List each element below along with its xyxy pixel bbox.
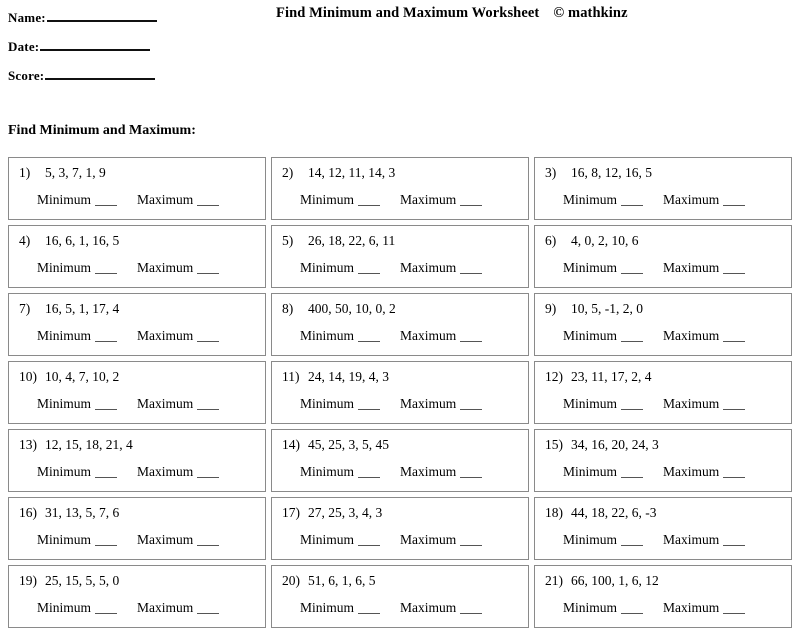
answer-line	[545, 532, 791, 548]
problem-cell	[534, 293, 792, 356]
problem-statement	[19, 436, 265, 453]
problem-values: 66, 100, 1, 6, 12	[571, 573, 659, 588]
answer-line	[19, 464, 265, 480]
problem-statement	[19, 164, 265, 181]
worksheet-header	[8, 0, 792, 96]
section-heading: Find Minimum and Maximum:	[8, 123, 196, 138]
maximum-label: Maximum	[137, 260, 194, 275]
minimum-answer	[37, 600, 117, 616]
date-label: Date:	[8, 39, 40, 54]
problem-statement	[19, 572, 265, 589]
date-write-line[interactable]	[40, 37, 150, 51]
problem-values: 10, 4, 7, 10, 2	[45, 369, 120, 384]
problem-values: 12, 15, 18, 21, 4	[45, 437, 133, 452]
problem-values: 27, 25, 3, 4, 3	[308, 505, 383, 520]
problem-statement	[19, 504, 265, 521]
maximum-answer	[400, 464, 482, 480]
problem-index: 7)	[19, 301, 31, 316]
problem-index: 17)	[282, 505, 300, 520]
problem-statement	[545, 300, 791, 317]
answer-line	[19, 600, 265, 616]
minimum-answer	[563, 600, 643, 616]
answer-line	[282, 532, 528, 548]
minimum-answer	[37, 396, 117, 412]
maximum-answer	[663, 464, 745, 480]
answer-line	[282, 396, 528, 412]
problem-values: 24, 14, 19, 4, 3	[308, 369, 389, 384]
minimum-answer	[300, 464, 380, 480]
maximum-blank[interactable]	[197, 545, 219, 546]
problem-index: 14)	[282, 437, 300, 452]
maximum-answer	[663, 532, 745, 548]
minimum-answer	[37, 328, 117, 344]
problem-index: 13)	[19, 437, 37, 452]
minimum-answer	[563, 532, 643, 548]
maximum-blank[interactable]	[460, 205, 482, 206]
problem-index: 12)	[545, 369, 563, 384]
problem-statement	[282, 164, 528, 181]
problem-cell	[271, 497, 529, 560]
maximum-blank[interactable]	[197, 409, 219, 410]
date-field-row	[8, 37, 388, 66]
maximum-blank[interactable]	[723, 341, 745, 342]
answer-line	[282, 600, 528, 616]
maximum-blank[interactable]	[197, 613, 219, 614]
worksheet-title: Find Minimum and Maximum Worksheet	[276, 5, 540, 21]
minimum-blank[interactable]	[95, 409, 117, 410]
minimum-answer	[300, 396, 380, 412]
answer-line	[19, 192, 265, 208]
maximum-blank[interactable]	[460, 409, 482, 410]
problem-index: 18)	[545, 505, 563, 520]
minimum-blank[interactable]	[95, 545, 117, 546]
minimum-label: Minimum	[37, 192, 92, 207]
problem-values: 51, 6, 1, 6, 5	[308, 573, 376, 588]
problem-values: 16, 6, 1, 16, 5	[45, 233, 120, 248]
minimum-answer	[563, 328, 643, 344]
maximum-label: Maximum	[663, 464, 720, 479]
maximum-answer	[400, 532, 482, 548]
minimum-blank[interactable]	[358, 613, 380, 614]
problem-grid	[8, 157, 792, 628]
maximum-label: Maximum	[400, 192, 457, 207]
problem-values: 26, 18, 22, 6, 11	[308, 233, 396, 248]
maximum-label: Maximum	[400, 328, 457, 343]
problem-index: 1)	[19, 165, 31, 180]
maximum-blank[interactable]	[460, 613, 482, 614]
problem-cell	[534, 429, 792, 492]
maximum-blank[interactable]	[197, 341, 219, 342]
minimum-blank[interactable]	[358, 205, 380, 206]
minimum-blank[interactable]	[95, 477, 117, 478]
minimum-label: Minimum	[563, 532, 618, 547]
maximum-blank[interactable]	[723, 409, 745, 410]
maximum-answer	[400, 192, 482, 208]
minimum-label: Minimum	[563, 192, 618, 207]
minimum-answer	[37, 192, 117, 208]
minimum-label: Minimum	[300, 260, 355, 275]
worksheet-title-bar	[276, 5, 628, 22]
problem-statement	[545, 232, 791, 249]
maximum-blank[interactable]	[197, 273, 219, 274]
maximum-answer	[137, 396, 219, 412]
minimum-answer	[300, 328, 380, 344]
minimum-blank[interactable]	[621, 205, 643, 206]
problem-values: 16, 5, 1, 17, 4	[45, 301, 120, 316]
problem-cell	[271, 157, 529, 220]
problem-cell	[271, 565, 529, 628]
minimum-blank[interactable]	[358, 545, 380, 546]
maximum-answer	[663, 396, 745, 412]
answer-line	[545, 396, 791, 412]
maximum-answer	[663, 260, 745, 276]
maximum-label: Maximum	[400, 532, 457, 547]
maximum-blank[interactable]	[460, 545, 482, 546]
minimum-answer	[563, 396, 643, 412]
minimum-label: Minimum	[300, 396, 355, 411]
problem-statement	[19, 300, 265, 317]
maximum-label: Maximum	[400, 464, 457, 479]
maximum-label: Maximum	[137, 192, 194, 207]
maximum-label: Maximum	[137, 600, 194, 615]
problem-index: 11)	[282, 369, 300, 384]
minimum-blank[interactable]	[358, 273, 380, 274]
maximum-blank[interactable]	[197, 205, 219, 206]
problem-cell	[271, 225, 529, 288]
minimum-blank[interactable]	[621, 273, 643, 274]
score-field-row	[8, 66, 388, 95]
maximum-answer	[137, 192, 219, 208]
minimum-blank[interactable]	[621, 341, 643, 342]
minimum-answer	[300, 192, 380, 208]
minimum-answer	[37, 532, 117, 548]
problem-values: 23, 11, 17, 2, 4	[571, 369, 652, 384]
minimum-label: Minimum	[37, 396, 92, 411]
problem-statement	[282, 232, 528, 249]
maximum-blank[interactable]	[723, 545, 745, 546]
problem-statement	[282, 572, 528, 589]
answer-line	[545, 260, 791, 276]
problem-values: 10, 5, -1, 2, 0	[571, 301, 643, 316]
problem-cell	[534, 361, 792, 424]
problem-index: 10)	[19, 369, 37, 384]
name-label: Name:	[8, 10, 46, 25]
answer-line	[545, 600, 791, 616]
minimum-answer	[37, 464, 117, 480]
minimum-answer	[300, 260, 380, 276]
problem-index: 5)	[282, 233, 294, 248]
minimum-label: Minimum	[563, 464, 618, 479]
maximum-answer	[663, 328, 745, 344]
minimum-label: Minimum	[563, 396, 618, 411]
maximum-answer	[400, 328, 482, 344]
problem-cell	[271, 293, 529, 356]
problem-cell	[8, 293, 266, 356]
maximum-answer	[400, 260, 482, 276]
minimum-blank[interactable]	[95, 341, 117, 342]
maximum-label: Maximum	[137, 532, 194, 547]
maximum-label: Maximum	[400, 260, 457, 275]
minimum-answer	[563, 192, 643, 208]
maximum-blank[interactable]	[197, 477, 219, 478]
problem-values: 5, 3, 7, 1, 9	[45, 165, 106, 180]
maximum-label: Maximum	[663, 396, 720, 411]
problem-cell	[271, 429, 529, 492]
minimum-label: Minimum	[563, 600, 618, 615]
problem-index: 6)	[545, 233, 557, 248]
problem-index: 21)	[545, 573, 563, 588]
answer-line	[282, 328, 528, 344]
problem-statement	[545, 368, 791, 385]
minimum-answer	[300, 532, 380, 548]
maximum-blank[interactable]	[460, 273, 482, 274]
maximum-blank[interactable]	[723, 477, 745, 478]
minimum-label: Minimum	[37, 260, 92, 275]
minimum-label: Minimum	[37, 464, 92, 479]
answer-line	[19, 328, 265, 344]
copyright-notice: © mathkinz	[553, 5, 628, 21]
maximum-answer	[663, 600, 745, 616]
maximum-label: Maximum	[663, 328, 720, 343]
minimum-blank[interactable]	[621, 477, 643, 478]
answer-line	[19, 260, 265, 276]
problem-cell	[8, 225, 266, 288]
maximum-blank[interactable]	[723, 205, 745, 206]
problem-cell	[534, 225, 792, 288]
maximum-blank[interactable]	[460, 341, 482, 342]
maximum-label: Maximum	[663, 260, 720, 275]
maximum-answer	[400, 396, 482, 412]
problem-index: 2)	[282, 165, 294, 180]
problem-index: 20)	[282, 573, 300, 588]
problem-cell	[8, 497, 266, 560]
minimum-label: Minimum	[37, 328, 92, 343]
maximum-blank[interactable]	[723, 613, 745, 614]
problem-statement	[282, 436, 528, 453]
minimum-label: Minimum	[37, 532, 92, 547]
minimum-label: Minimum	[300, 464, 355, 479]
problem-cell	[8, 157, 266, 220]
problem-values: 4, 0, 2, 10, 6	[571, 233, 639, 248]
problem-index: 19)	[19, 573, 37, 588]
problem-statement	[282, 504, 528, 521]
minimum-label: Minimum	[563, 260, 618, 275]
name-write-line[interactable]	[47, 8, 157, 22]
minimum-blank[interactable]	[358, 341, 380, 342]
problem-statement	[282, 368, 528, 385]
problem-values: 16, 8, 12, 16, 5	[571, 165, 652, 180]
maximum-answer	[137, 260, 219, 276]
problem-values: 25, 15, 5, 5, 0	[45, 573, 120, 588]
problem-index: 15)	[545, 437, 563, 452]
problem-index: 8)	[282, 301, 294, 316]
minimum-label: Minimum	[300, 192, 355, 207]
problem-index: 3)	[545, 165, 557, 180]
answer-line	[19, 396, 265, 412]
minimum-answer	[563, 464, 643, 480]
answer-line	[19, 532, 265, 548]
problem-statement	[545, 436, 791, 453]
score-label: Score:	[8, 68, 45, 83]
minimum-label: Minimum	[37, 600, 92, 615]
problem-statement	[19, 232, 265, 249]
maximum-answer	[137, 328, 219, 344]
minimum-blank[interactable]	[621, 545, 643, 546]
maximum-blank[interactable]	[723, 273, 745, 274]
answer-line	[545, 328, 791, 344]
problem-values: 400, 50, 10, 0, 2	[308, 301, 396, 316]
maximum-answer	[137, 600, 219, 616]
problem-index: 9)	[545, 301, 557, 316]
answer-line	[545, 192, 791, 208]
score-write-line[interactable]	[45, 66, 155, 80]
maximum-answer	[137, 532, 219, 548]
minimum-blank[interactable]	[621, 409, 643, 410]
problem-cell	[534, 157, 792, 220]
answer-line	[282, 464, 528, 480]
answer-line	[545, 464, 791, 480]
problem-statement	[545, 164, 791, 181]
problem-values: 34, 16, 20, 24, 3	[571, 437, 659, 452]
answer-line	[282, 192, 528, 208]
maximum-label: Maximum	[137, 328, 194, 343]
minimum-blank[interactable]	[358, 409, 380, 410]
minimum-label: Minimum	[300, 328, 355, 343]
maximum-label: Maximum	[400, 396, 457, 411]
maximum-answer	[663, 192, 745, 208]
maximum-answer	[137, 464, 219, 480]
problem-cell	[271, 361, 529, 424]
minimum-label: Minimum	[300, 600, 355, 615]
maximum-blank[interactable]	[460, 477, 482, 478]
minimum-answer	[37, 260, 117, 276]
problem-values: 14, 12, 11, 14, 3	[308, 165, 396, 180]
problem-values: 45, 25, 3, 5, 45	[308, 437, 389, 452]
problem-cell	[8, 429, 266, 492]
problem-statement	[545, 572, 791, 589]
maximum-label: Maximum	[137, 396, 194, 411]
maximum-answer	[400, 600, 482, 616]
minimum-label: Minimum	[300, 532, 355, 547]
maximum-label: Maximum	[663, 532, 720, 547]
minimum-blank[interactable]	[621, 613, 643, 614]
problem-index: 16)	[19, 505, 37, 520]
maximum-label: Maximum	[400, 600, 457, 615]
problem-cell	[8, 361, 266, 424]
problem-values: 44, 18, 22, 6, -3	[571, 505, 657, 520]
problem-statement	[282, 300, 528, 317]
problem-statement	[19, 368, 265, 385]
minimum-blank[interactable]	[95, 205, 117, 206]
minimum-blank[interactable]	[358, 477, 380, 478]
problem-cell	[534, 565, 792, 628]
maximum-label: Maximum	[137, 464, 194, 479]
maximum-label: Maximum	[663, 600, 720, 615]
problem-statement	[545, 504, 791, 521]
maximum-label: Maximum	[663, 192, 720, 207]
answer-line	[282, 260, 528, 276]
problem-cell	[8, 565, 266, 628]
problem-cell	[534, 497, 792, 560]
problem-values: 31, 13, 5, 7, 6	[45, 505, 120, 520]
problem-index: 4)	[19, 233, 31, 248]
minimum-answer	[300, 600, 380, 616]
minimum-answer	[563, 260, 643, 276]
minimum-blank[interactable]	[95, 273, 117, 274]
minimum-label: Minimum	[563, 328, 618, 343]
minimum-blank[interactable]	[95, 613, 117, 614]
